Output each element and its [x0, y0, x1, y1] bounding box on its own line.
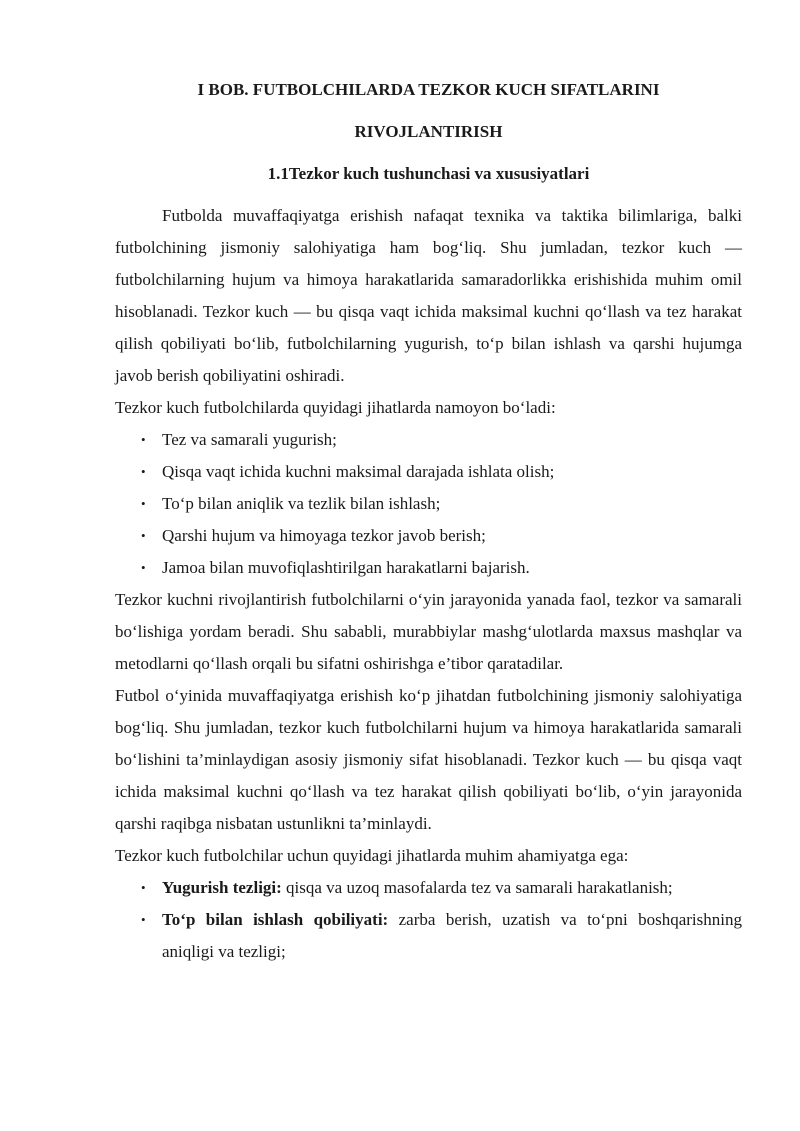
paragraph-intro: Futbolda muvaffaqiyatga erishish nafaqat texnika va taktika bilimlariga, balki futbolchining jismoniy salohiyatiga ham bog‘liq. Shu jumladan, tezkor kuch — futbolchilarning hujum va himoya harakatlarida samaradorlikka erishishida muhim omil hisoblanadi. Tezkor kuch — bu qisqa vaqt ichida maksimal kuchni qo‘llash va tez harakat qilish qobiliyati bo‘lib, futbolchilarning yugurish, to‘p bilan ishlash va qarshi hujumga javob berish qobiliyatini oshiradi.	[115, 206, 742, 385]
list-item-text: Jamoa bilan muvofiqlashtirilgan harakatlarni bajarish.	[162, 558, 530, 577]
list-item	[115, 456, 742, 488]
list-item-term: To‘p bilan ishlash qobiliyati:	[162, 910, 389, 929]
bullet-icon: •	[141, 560, 146, 575]
list-item	[115, 520, 742, 552]
list-item-text: Tez va samarali yugurish;	[162, 430, 337, 449]
bullet-icon: •	[141, 880, 146, 895]
list-item-text: To‘p bilan aniqlik va tezlik bilan ishlash;	[162, 494, 441, 513]
list-item-text: Qisqa vaqt ichida kuchni maksimal darajada ishlata olish;	[162, 462, 555, 481]
paragraph-development: Tezkor kuchni rivojlantirish futbolchilarni o‘yin jarayonida yanada faol, tezkor va samarali bo‘lishiga yordam beradi. Shu sababli, murabbiylar mashg‘ulotlarda maxsus mashqlar va metodlarni qo‘llash orqali bu sifatni oshirishga e’tibor qaratadilar.	[115, 590, 742, 673]
list-item-text: zarba berish, uzatish va to‘pni boshqarishning aniqligi va tezligi;	[162, 910, 742, 961]
bullet-icon: •	[141, 432, 146, 447]
bullet-icon: •	[141, 912, 146, 927]
paragraph-list-intro-1: Tezkor kuch futbolchilarda quyidagi jihatlarda namoyon bo‘ladi:	[115, 398, 556, 417]
chapter-title-line-2: RIVOJLANTIRISH	[354, 122, 503, 141]
list-item	[115, 424, 742, 456]
chapter-title-line-1: I BOB. FUTBOLCHILARDA TEZKOR KUCH SIFATLARINI	[197, 80, 660, 99]
list-item	[115, 552, 742, 584]
paragraph-list-intro-2: Tezkor kuch futbolchilar uchun quyidagi jihatlarda muhim ahamiyatga ega:	[115, 846, 629, 865]
list-item-term: Yugurish tezligi:	[162, 878, 282, 897]
bullet-icon: •	[141, 496, 146, 511]
bullet-list-2	[115, 872, 742, 968]
list-item	[115, 872, 742, 904]
bullet-icon: •	[141, 464, 146, 479]
bullet-icon: •	[141, 528, 146, 543]
list-item	[115, 904, 742, 968]
document-page	[115, 76, 742, 968]
paragraph-success: Futbol o‘yinida muvaffaqiyatga erishish ko‘p jihatdan futbolchining jismoniy salohiyatiga bog‘liq. Shu jumladan, tezkor kuch futbolchilarni hujum va himoya harakatlarida samarali bo‘lishini ta’minlaydigan asosiy jismoniy sifat hisoblanadi. Tezkor kuch — bu qisqa vaqt ichida maksimal kuchni qo‘llash va tez harakat qilish qobiliyati bo‘lib, o‘yin jarayonida qarshi raqibga nisbatan ustunlikni ta’minlaydi.	[115, 686, 742, 833]
list-item-text: Qarshi hujum va himoyaga tezkor javob berish;	[162, 526, 486, 545]
section-title: 1.1Tezkor kuch tushunchasi va xususiyatlari	[267, 164, 590, 183]
list-item	[115, 488, 742, 520]
bullet-list-1	[115, 424, 742, 584]
list-item-text: qisqa va uzoq masofalarda tez va samarali harakatlanish;	[281, 878, 673, 897]
